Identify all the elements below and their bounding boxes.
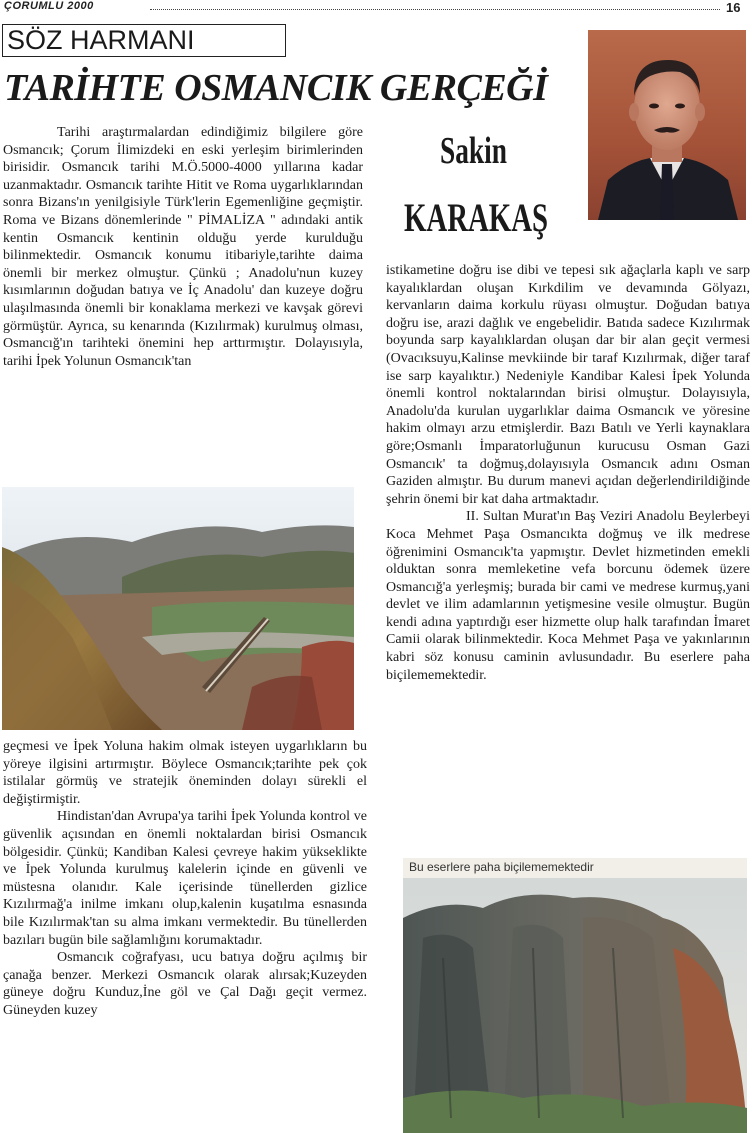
landscape-photo bbox=[2, 487, 354, 730]
article-column-upper-left bbox=[3, 124, 363, 370]
author-last-name: KARAKAŞ bbox=[404, 195, 549, 240]
author-portrait-photo bbox=[588, 30, 746, 220]
header-dotted-rule bbox=[150, 9, 720, 10]
article-paragraph: geçmesi ve İpek Yoluna hakim olmak isteyen uygarlıkların bu yöreye ilgisini artırmıştır. Böylece Osmancık;tarihte pek çok istilalar görmüş ve stratejik öneminden dolayı sürekli el değiştirmiştir. bbox=[3, 739, 367, 807]
article-column-right bbox=[386, 262, 750, 684]
page-number: 16 bbox=[726, 0, 741, 15]
article-paragraph: istikametine doğru ise dibi ve tepesi sık ağaçlarla kaplı ve sarp kayalıklardan oluşan Kırkdilim ve devamında Gölyazı, kervanların daima korkulu rüyası olmuştur. Doğudan batıya doğru ise, arazi dağlık ve engebelidir. Batıda sadece Kızılırmak boyunda sarp kayalıklardan oluşan dar bir alan geçit vermesi (Ovacıksuyu,Kalinse mevkiinde bir taraf Kızılırmak, diğer taraf ise sarp kayalıktır.) Nedeniyle Kandibar Kalesi İpek Yolunda önemli kontrol noktalarından birisi olmuştur. Dolayısıyla, Anadolu'da kurulan uygarlıklar daima Osmancık ve yöresine hakim olmayı arzu etmişlerdir. Bazı Batılı ve Yerli kaynaklara göre;Osmanlı İmparatorluğunun kurucusu Osman Gazi Osmancık' ta doğmuş,dolayısıyla Osmancık adını Osman Gaziden almıştır. Bu durum manevi açıdan değerlendirildiğinde şehrin önemi bir kat daha artmaktadır. bbox=[386, 263, 750, 507]
article-paragraph: II. Sultan Murat'ın Baş Veziri Anadolu Beylerbeyi Koca Mehmet Paşa Osmancıkta doğmuş ve ilk medrese öğrenimini Osmancık'ta yapmıştır. Devlet hizmetinden emekli olduktan sonra memleketine vefa borcunu ödemek üzere Osmancığ'a yerleşmiş; burada bir cami ve medrese kurmuş,yani devlet ve ilim adamlarının yetişmesine vesile olmuştur. Bugün kendi adına yaptırdığı eser hizmette olup halk tarafından İmaret Camii olarak bilinmektedir. Koca Mehmet Paşa ve yakınlarının kabri söz konusu caminin avlusundadır. Bu eserlere paha biçilememektedir. bbox=[386, 509, 750, 683]
article-paragraph: Tarihi araştırmalardan edindiğimiz bilgilere göre Osmancık; Çorum İlimizdeki en eski yerleşim birimlerinden birisidir. Osmancık tarihi M.Ö.5000-4000 yıllarına kadar uzanmaktadır. Osmancık tarihte Hitit ve Roma uygarlıklarından sonra Bizans'ın yenilgisiyle Türk'lerin Egemenliğine geçmiştir. Roma ve Bizans dönemlerinde " PİMALİZA " adındaki antik kentin Osmancık kentinin olduğu yerde kurulduğu bilinmektedir. Osmancık konumu itibariyle,tarihte daima önemli bir merkez olmuştur. Çünkü ; Anadolu'nun kuzey kısımlarının doğudan batıya ve İç Anadolu' dan kuzeye doğru ulaşılmasında önemli bir konaklama merkezi ve kavşak görevi görmüştür. Ayrıca, su kenarında (Kızılırmak) kurulmuş olması, Osmancığ'ın tarihteki önemini hep arttırmıştır. Dolayısıyla, tarihi İpek Yolunun Osmancık'tan bbox=[3, 125, 363, 369]
article-paragraph: Hindistan'dan Avrupa'ya tarihi İpek Yolunda kontrol ve güvenlik açısından en önemli noktalardan birisi Osmancık bölgesidir. Çünkü; Kandiban Kalesi çevreye hakim yükseklikte ve İpek Yolunda kurulmuş kalelerin içinde en güvenli ve müstesna olanıdır. Kale içerisinde tünellerden gizlice Kızılırmağ'a inilme imkanı olup,kalenin kuşatılma esnasında bile Kızılırmak'tan su alma imkanı vermektedir. Bu tünellerden bazıları bugün bile sağlamlığını korumaktadır. bbox=[3, 809, 367, 948]
article-paragraph: Osmancık coğrafyası, ucu batıya doğru açılmış bir çanağa benzer. Merkezi Osmancık olarak alırsak;Kuzeyden güneye doğru Kunduz,İne göl ve Çal Dağı geçit vermez. Güneyden kuzey bbox=[3, 950, 367, 1018]
article-headline: TARİHTE OSMANCIK GERÇEĞİ bbox=[4, 67, 548, 109]
castle-rock-photo bbox=[403, 858, 747, 1133]
article-column-lower-left bbox=[3, 738, 367, 1020]
publication-name: ÇORUMLU 2000 bbox=[4, 0, 94, 12]
photo-caption: Bu eserlere paha biçilememektedir bbox=[409, 860, 594, 874]
section-title: SÖZ HARMANI bbox=[2, 24, 286, 57]
author-first-name: Sakin bbox=[440, 130, 507, 172]
